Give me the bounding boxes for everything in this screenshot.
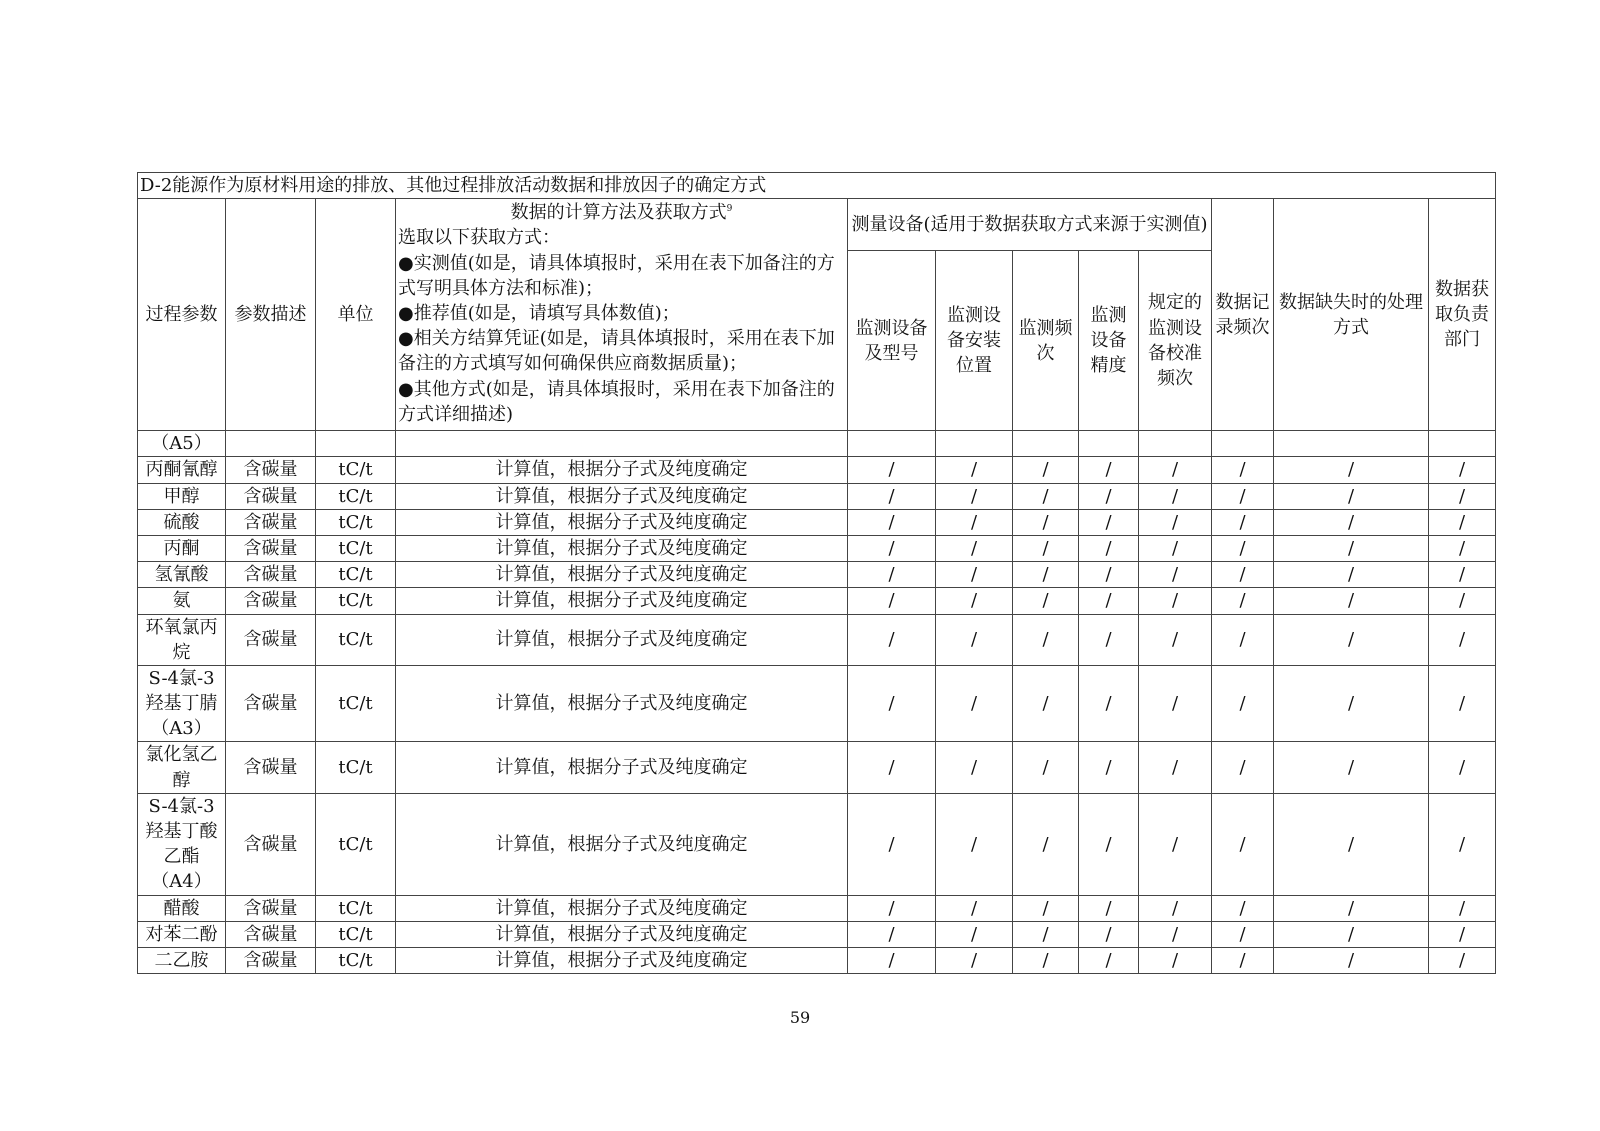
row-unit: tC/t [316,665,396,742]
row-cell [1429,431,1496,457]
row-cell: / [1139,947,1212,973]
row-param: （A5） [138,431,226,457]
table-row [138,665,1496,742]
row-method: 计算值，根据分子式及纯度确定 [396,483,848,509]
row-cell: / [1212,614,1274,665]
row-cell: / [1274,921,1429,947]
row-cell: / [1429,895,1496,921]
row-cell: / [1429,562,1496,588]
row-desc: 含碳量 [226,793,316,895]
row-cell: / [1013,665,1079,742]
row-cell: / [1429,947,1496,973]
row-cell: / [1013,483,1079,509]
page-number: 59 [789,1008,811,1027]
row-cell [1139,431,1212,457]
row-cell: / [1079,895,1139,921]
method-line: ●其他方式(如是，请具体填报时，采用在表下加备注的方式详细描述) [398,378,835,425]
row-unit: tC/t [316,614,396,665]
row-cell: / [936,457,1013,483]
table-row [138,947,1496,973]
row-unit: tC/t [316,457,396,483]
row-cell: / [1013,562,1079,588]
row-cell: / [848,793,936,895]
table-row [138,588,1496,614]
row-unit: tC/t [316,588,396,614]
row-cell: / [1079,509,1139,535]
row-cell: / [1274,895,1429,921]
row-cell: / [1429,483,1496,509]
row-cell: / [848,742,936,793]
row-method: 计算值，根据分子式及纯度确定 [396,921,848,947]
row-method: 计算值，根据分子式及纯度确定 [396,742,848,793]
row-param: 醋酸 [138,895,226,921]
row-cell: / [1079,921,1139,947]
row-cell: / [1212,921,1274,947]
row-desc: 含碳量 [226,665,316,742]
table-row [138,895,1496,921]
row-cell: / [1139,535,1212,561]
row-cell: / [848,509,936,535]
table-row [138,921,1496,947]
row-cell: / [1429,921,1496,947]
row-cell: / [1212,947,1274,973]
row-cell: / [1139,921,1212,947]
header-equip-precision: 监测设备精度 [1079,251,1139,431]
row-cell: / [1079,483,1139,509]
data-determination-table [137,172,1496,974]
row-cell: / [1013,457,1079,483]
row-method: 计算值，根据分子式及纯度确定 [396,614,848,665]
row-unit: tC/t [316,742,396,793]
row-cell: / [1274,457,1429,483]
method-line: 选取以下获取方式： [398,227,560,249]
row-unit: tC/t [316,509,396,535]
row-cell: / [848,614,936,665]
row-cell: / [1274,614,1429,665]
row-cell: / [1079,665,1139,742]
row-cell: / [936,483,1013,509]
row-cell: / [1139,483,1212,509]
row-cell: / [1274,665,1429,742]
table-row [138,562,1496,588]
row-method: 计算值，根据分子式及纯度确定 [396,947,848,973]
row-cell: / [848,665,936,742]
row-cell: / [936,614,1013,665]
row-method: 计算值，根据分子式及纯度确定 [396,665,848,742]
row-cell: / [1079,457,1139,483]
header-record-freq: 数据记录频次 [1212,199,1274,431]
row-method: 计算值，根据分子式及纯度确定 [396,588,848,614]
row-method: 计算值，根据分子式及纯度确定 [396,509,848,535]
row-desc: 含碳量 [226,483,316,509]
row-cell: / [848,947,936,973]
row-cell: / [1429,457,1496,483]
row-desc: 含碳量 [226,895,316,921]
row-cell: / [1079,614,1139,665]
header-equip-location: 监测设备安装位置 [936,251,1013,431]
header-param-desc: 参数描述 [226,199,316,431]
row-cell: / [1274,483,1429,509]
row-method: 计算值，根据分子式及纯度确定 [396,562,848,588]
row-param: 氢氰酸 [138,562,226,588]
row-unit: tC/t [316,921,396,947]
method-line: ●实测值(如是，请具体填报时，采用在表下加备注的方式写明具体方法和标准)； [398,252,835,299]
header-process-param: 过程参数 [138,199,226,431]
table-row [138,614,1496,665]
row-param: 二乙胺 [138,947,226,973]
row-cell: / [1429,535,1496,561]
row-method: 计算值，根据分子式及纯度确定 [396,457,848,483]
row-cell: / [1274,562,1429,588]
row-cell: / [1013,509,1079,535]
table-row [138,483,1496,509]
table-row [138,431,1496,457]
row-cell: / [1013,588,1079,614]
row-cell: / [1429,614,1496,665]
row-cell: / [1013,742,1079,793]
row-cell: / [1212,535,1274,561]
row-param: S-4氯-3羟基丁腈（A3） [138,665,226,742]
row-cell: / [848,483,936,509]
row-cell: / [936,665,1013,742]
header-monitor-freq: 监测频次 [1013,251,1079,431]
row-cell: / [848,895,936,921]
row-cell: / [936,921,1013,947]
row-cell: / [848,562,936,588]
row-cell: / [1139,614,1212,665]
row-cell: / [1013,614,1079,665]
row-cell: / [936,509,1013,535]
row-cell: / [1429,793,1496,895]
row-cell: / [1274,742,1429,793]
row-cell [1079,431,1139,457]
method-line: ●推荐值(如是，请填写具体数值)； [398,302,680,324]
row-cell: / [1212,588,1274,614]
row-desc: 含碳量 [226,921,316,947]
row-cell: / [1079,562,1139,588]
row-param: 氯化氢乙醇 [138,742,226,793]
row-desc: 含碳量 [226,535,316,561]
row-cell: / [1079,588,1139,614]
row-cell: / [1139,742,1212,793]
header-equip-model: 监测设备及型号 [848,251,936,431]
method-line: ●相关方结算凭证(如是，请具体填报时，采用在表下加备注的方式填写如何确保供应商数据质量)； [398,328,835,375]
table-row [138,457,1496,483]
row-cell: / [848,588,936,614]
row-cell: / [936,562,1013,588]
row-cell: / [936,947,1013,973]
row-cell: / [1139,588,1212,614]
row-method: 计算值，根据分子式及纯度确定 [396,895,848,921]
row-cell: / [1139,562,1212,588]
row-cell [1212,431,1274,457]
row-param: 对苯二酚 [138,921,226,947]
row-cell: / [1274,509,1429,535]
header-unit: 单位 [316,199,396,431]
row-unit: tC/t [316,535,396,561]
row-cell: / [1274,588,1429,614]
row-cell: / [1212,793,1274,895]
row-cell: / [848,921,936,947]
row-cell: / [1139,895,1212,921]
row-cell: / [936,535,1013,561]
row-cell: / [1079,793,1139,895]
row-cell: / [1139,509,1212,535]
row-unit: tC/t [316,562,396,588]
row-cell: / [1212,665,1274,742]
row-param: 氨 [138,588,226,614]
method-title: 数据的计算方法及获取方式$^9$ [510,202,733,224]
row-cell: / [936,895,1013,921]
footnote-marker: 9 [726,204,733,215]
row-unit: tC/t [316,947,396,973]
row-cell: / [1139,793,1212,895]
row-cell: / [1013,947,1079,973]
table-row [138,793,1496,895]
table-body [138,431,1496,974]
row-cell: / [1013,535,1079,561]
row-desc [226,431,316,457]
header-responsible-dept: 数据获取负责部门 [1429,199,1496,431]
row-cell: / [1013,793,1079,895]
row-desc: 含碳量 [226,562,316,588]
row-cell: / [848,457,936,483]
row-cell: / [1212,742,1274,793]
header-measurement-group: 测量设备(适用于数据获取方式来源于实测值) [848,199,1212,251]
row-desc: 含碳量 [226,509,316,535]
row-cell [936,431,1013,457]
row-cell: / [1429,509,1496,535]
row-cell: / [1429,742,1496,793]
row-method: 计算值，根据分子式及纯度确定 [396,535,848,561]
row-cell [1013,431,1079,457]
table-row [138,509,1496,535]
row-cell: / [1212,562,1274,588]
header-calib-freq: 规定的监测设备校准频次 [1139,251,1212,431]
row-cell: / [1274,947,1429,973]
row-cell: / [1079,535,1139,561]
row-cell: / [1429,588,1496,614]
row-cell [1274,431,1429,457]
row-cell: / [1212,483,1274,509]
row-param: 甲醇 [138,483,226,509]
row-cell [848,431,936,457]
table-row [138,742,1496,793]
row-cell: / [1013,921,1079,947]
row-unit: tC/t [316,895,396,921]
table-row [138,535,1496,561]
row-cell: / [936,793,1013,895]
row-cell: / [1212,457,1274,483]
row-cell: / [1139,665,1212,742]
row-cell: / [1139,457,1212,483]
header-missing-handling: 数据缺失时的处理方式 [1274,199,1429,431]
row-desc: 含碳量 [226,614,316,665]
row-desc: 含碳量 [226,742,316,793]
row-cell: / [936,588,1013,614]
row-param: S-4氯-3羟基丁酸乙酯（A4） [138,793,226,895]
row-cell: / [936,742,1013,793]
row-desc: 含碳量 [226,588,316,614]
table-caption: D-2能源作为原材料用途的排放、其他过程排放活动数据和排放因子的确定方式 [138,173,1496,199]
row-method: 计算值，根据分子式及纯度确定 [396,793,848,895]
header-method [396,199,848,431]
row-desc: 含碳量 [226,457,316,483]
row-param: 硫酸 [138,509,226,535]
row-unit: tC/t [316,483,396,509]
row-cell: / [1274,535,1429,561]
row-cell: / [1212,509,1274,535]
row-cell: / [1079,947,1139,973]
row-param: 环氧氯丙烷 [138,614,226,665]
row-unit: tC/t [316,793,396,895]
row-cell: / [1274,793,1429,895]
row-desc: 含碳量 [226,947,316,973]
row-param: 丙酮氰醇 [138,457,226,483]
row-cell: / [1013,895,1079,921]
row-cell: / [1079,742,1139,793]
row-cell: / [1429,665,1496,742]
row-param: 丙酮 [138,535,226,561]
row-unit [316,431,396,457]
row-method [396,431,848,457]
row-cell: / [848,535,936,561]
row-cell: / [1212,895,1274,921]
